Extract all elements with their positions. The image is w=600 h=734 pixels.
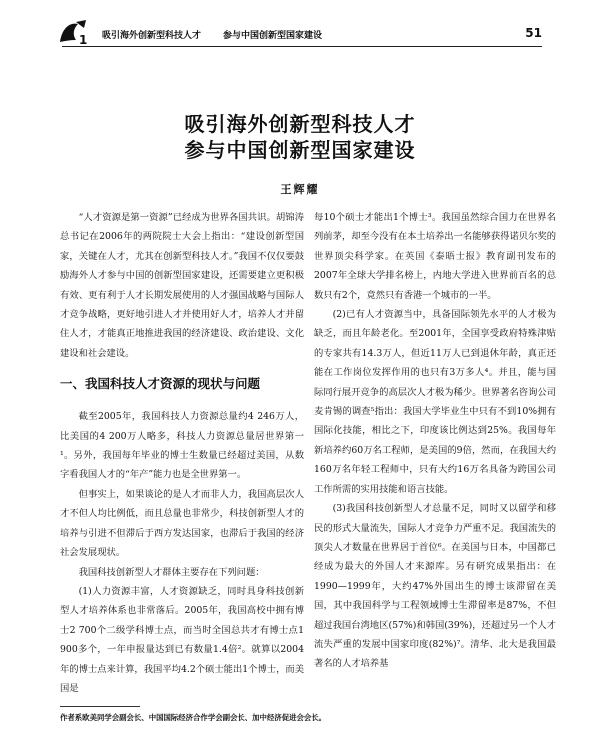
paragraph: (2)已有人才资源当中，具备国际领先水平的人才极为缺乏，而且年龄老化。至2001年，全国享受政府特殊津贴的专家共有14.3万人，但近11万人已到退休年龄，真正还能在工作岗位发挥作用的也只有3万多人⁴。并且，能与国际同行展开竞争的高层次人才极为稀少。世界著名咨询公司麦肯锡的调查⁵指出：我国大学毕业生中只有不到10%拥有国际化技能，相比之下，印度该比例达到25%。我国每年新培养约60万名工程师，是美国的9倍，然而，在我国大约160万名年轻工程师中，只有大约16万名具备为跨国公司工作所需的实用技能和语言技能。 (314, 309, 556, 495)
right-column (314, 208, 556, 674)
article-title-line-2: 参与中国创新型国家建设 (184, 138, 416, 162)
paragraph-continued: 每10个硕士才能出1个博士³。我国虽然综合国力在世界名列前茅，却至今没有在本土培养出一名能够获得诺贝尔奖的世界顶尖科学家。在英国《泰晤士报》教育副刊发布的2007年全球大学排名榜上，内地大学进入世界前百名的总数只有2个，竟然只有香港一个城市的一半。 (314, 212, 556, 301)
paragraph: 我国科技创新型人才群体主要存在下列问题： (78, 566, 265, 578)
section-heading: 一、我国科技人才资源的现状与问题 (60, 376, 261, 392)
paragraph: 但事实上，如果谈论的是人才而非人力，我国高层次人才不但人均比例低，而且总量也非常少，科技创新型人才的培养与引进不但滞后于西方发达国家，也滞后于我国的经济社会发展现状。 (60, 488, 304, 559)
svg-text:1: 1 (79, 33, 88, 46)
article-title-line-1: 吸引海外创新型科技人才 (184, 112, 416, 136)
paragraph: (1)人力资源丰富，人才资源缺乏，同时具身科技创新型人才培养体系也非常落后。2005年，我国高校中拥有博士2 700个二级学科博士点，而当时全国总共才有博士点1 900多个，一年申报量达到已有数量1.4倍²。就算以2004年的博士点来计算，我国平均4.2个硕士能出1个博士，而美国是 (60, 585, 304, 694)
running-header (62, 24, 542, 47)
paragraph: (3)我国科技创新型人才总量不足，同时又以留学和移民的形式大量流失，国际人才竞争力严重不足。我国流失的顶尖人才数量在世界居于首位⁶。在美国与日本，中国都已经成为最大的外国人才来源库。另有研究成果指出：在1990—1999年，大约47%外国出生的博士该滞留在美国，其中我国科学与工程领域博士生滞留率是87%，不但超过我国台湾地区(57%)和韩国(39%)，还超过另一个人才流失严重的发展中国家印度(82%)⁷。清华、北大是我国最著名的人才培养基 (314, 503, 556, 670)
paragraph: 截至2005年，我国科技人力资源总量约4 246万人，比美国的4 200万人略多，科技人力资源总量居世界第一¹。另外，我国每年毕业的博士生数量已经超过美国，从数字看我国人才的“年产”能力也是全世界第一。 (60, 411, 304, 481)
journal-logo-icon (56, 18, 92, 46)
author-footnote: 作者系欧美同学会副会长、中国国际经济合作学会副会长、加中经济促进会会长。 (60, 713, 327, 722)
journal-name: 吸引海外创新型科技人才 (102, 31, 202, 41)
footnote-divider (60, 706, 140, 707)
intro-paragraph: “人才资源是第一资源”已经成为世界各国共识。胡锦涛总书记在2006年的两院院士大会上指出：“建设创新型国家，关键在人才，尤其在创新型科技人才。”我国不仅仅要鼓励海外人才参与中国的创新型国家建设，还需要建立更积极有效、更有利于人才长期发展使用的人才强国战略与国际人才竞争战略，更好地引进人才并使用好人才，培养人才并留住人才，才能真正地推进我国的经济建设、政治建设、文化建设和社会建设。 (60, 212, 304, 359)
author-name: 王辉耀 (280, 183, 320, 196)
left-column (60, 208, 304, 698)
page-number: 51 (525, 26, 542, 40)
running-title: 参与中国创新型国家建设 (223, 31, 323, 41)
header-text (102, 28, 344, 41)
